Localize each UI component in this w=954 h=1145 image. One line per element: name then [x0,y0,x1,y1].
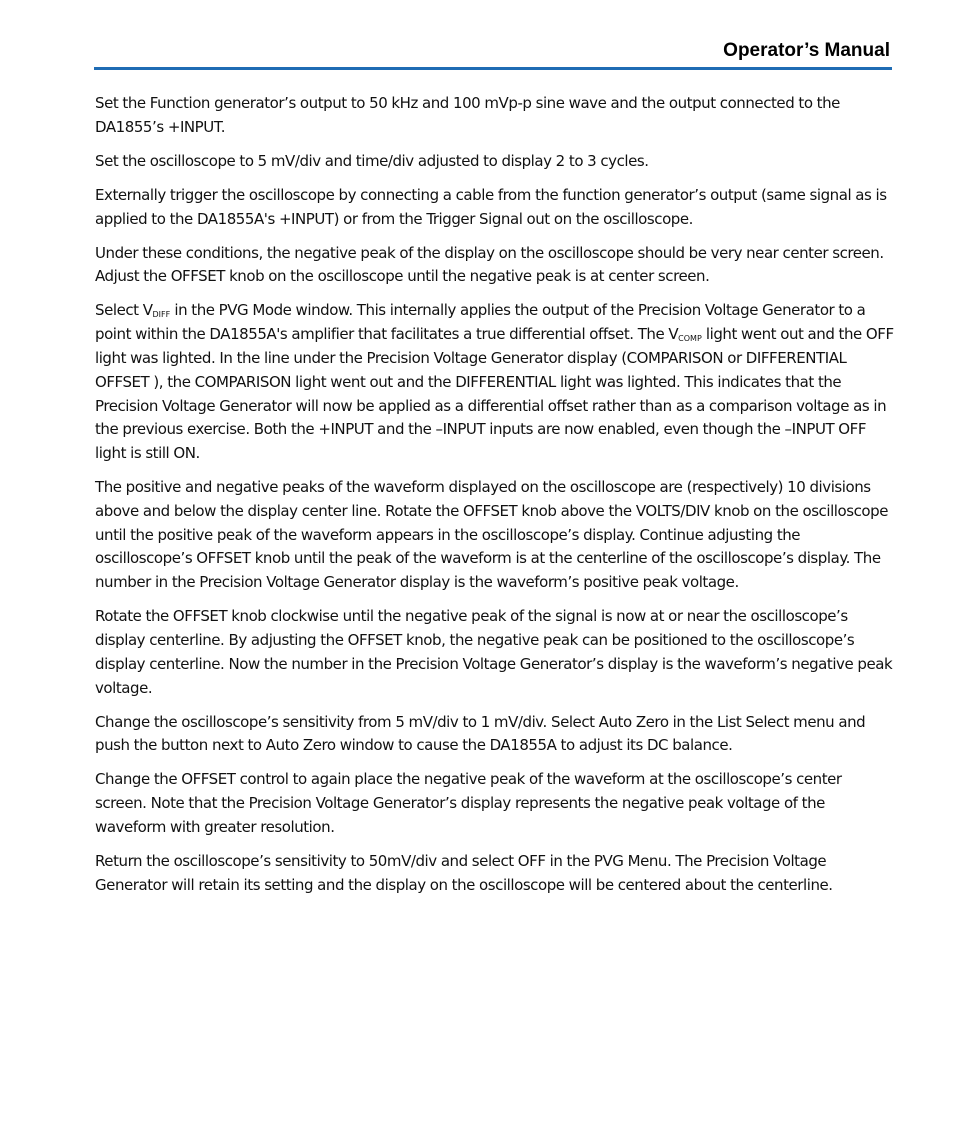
vcomp-subscript: COMP [678,334,702,344]
paragraph-select-vdiff [95,299,895,466]
paragraph-return-sensitivity: Return the oscilloscope’s sensitivity to 50mV/div and select OFF in the PVG Menu. The Precision Voltage Generator will retain its setting and the display on the oscilloscope will be centered about the centerline. [95,852,833,894]
paragraph-negative-peak-centering: Under these conditions, the negative peak of the display on the oscilloscope should be very near center screen. Adjust the OFFSET knob on the oscilloscope until the negative peak is at center screen. [95,243,884,286]
paragraph-positive-peak: The positive and negative peaks of the waveform displayed on the oscilloscope are (respectively) 10 divisions above and below the display center line. Rotate the OFFSET knob above the VOLTS/DIV knob on the oscilloscope until the positive peak of the waveform appears in the oscilloscope’s display. Continue adjusting the oscilloscope’s OFFSET knob until the peak of the waveform is at the centerline of the oscilloscope’s display. The number in the Precision Voltage Generator display is the waveform’s positive peak voltage. [95,478,888,592]
vdiff-subscript: DIFF [152,310,171,320]
paragraph-function-generator-setup: Set the Function generator’s output to 50 kHz and 100 mVp-p sine wave and the output connected to the DA1855’s +INPUT. [95,94,840,136]
paragraph-select-vdiff-text-3: light went out and the OFF light was lighted. In the line under the Precision Voltage Generator display (COMPARISON or DIFFERENTIAL OFFSET ), the COMPARISON light went out and the DIFFERENTIAL light was lighted. This indicates that the Precision Voltage Generator will now be applied as a differential offset rather than as a comparison voltage as in the previous exercise. Both the +INPUT and the –INPUT inputs are now enabled, even though the –INPUT OFF light is still ON. [95,325,894,463]
body-text [95,92,895,908]
header-rule [94,67,892,70]
paragraph-select-vdiff-text-1: Select V [95,301,153,320]
paragraph-select-vdiff-text-2: in the PVG Mode window. This internally applies the output of the Precision Voltage Generator to a point within the DA1855A's amplifier that facilitates a true differential offset. The V [95,301,866,344]
paragraph-negative-peak: Rotate the OFFSET knob clockwise until the negative peak of the signal is now at or near the oscilloscope’s display centerline. By adjusting the OFFSET knob, the negative peak can be positioned to the oscilloscope’s display centerline. Now the number in the Precision Voltage Generator’s display is the waveform’s negative peak voltage. [95,607,893,697]
paragraph-sensitivity-auto-zero: Change the oscilloscope’s sensitivity from 5 mV/div to 1 mV/div. Select Auto Zero in the List Select menu and push the button next to Auto Zero window to cause the DA1855A to adjust its DC balance. [95,712,866,755]
paragraph-external-trigger: Externally trigger the oscilloscope by connecting a cable from the function generator’s output (same signal as is applied to the DA1855A's +INPUT) or from the Trigger Signal out on the oscilloscope. [95,185,887,228]
header-title: Operator’s Manual [723,40,890,61]
paragraph-greater-resolution: Change the OFFSET control to again place the negative peak of the waveform at the oscilloscope’s center screen. Note that the Precision Voltage Generator’s display represents the negative peak voltage of the waveform with greater resolution. [95,770,842,837]
page-header [94,38,892,70]
paragraph-oscilloscope-setup: Set the oscilloscope to 5 mV/div and time/div adjusted to display 2 to 3 cycles. [95,151,649,170]
